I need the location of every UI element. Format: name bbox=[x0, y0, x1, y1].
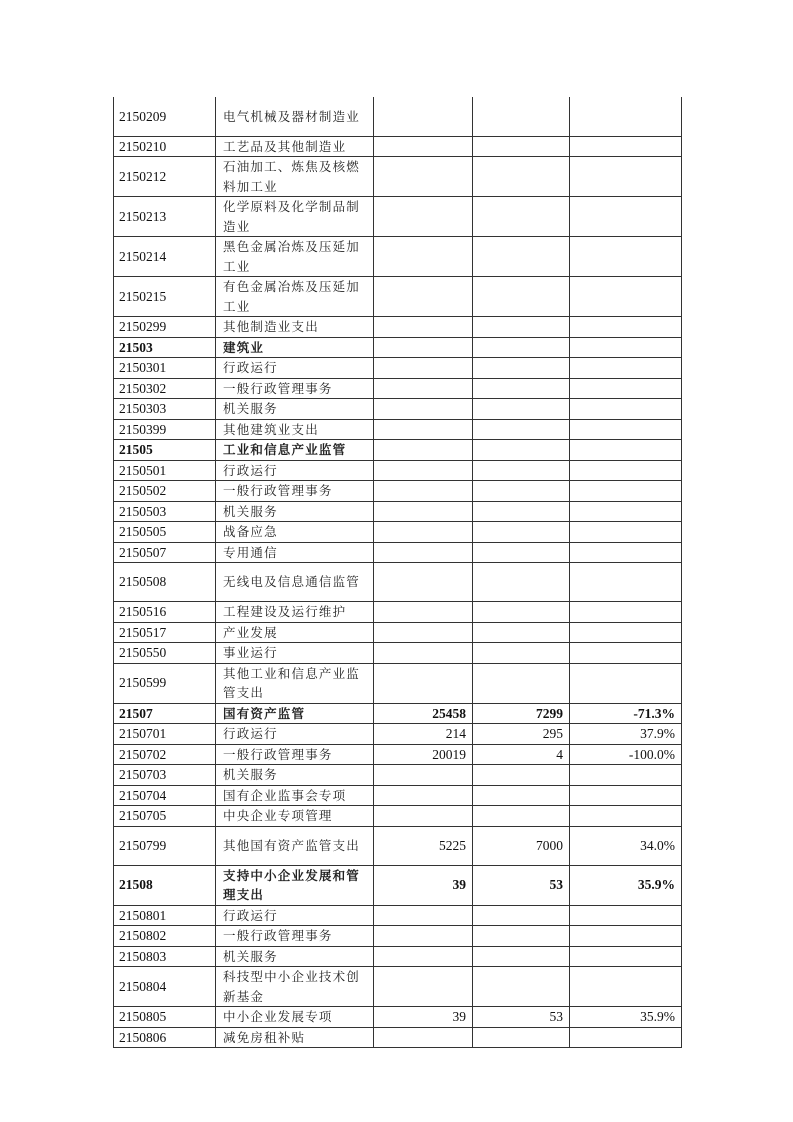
account-code-cell: 2150804 bbox=[114, 967, 216, 1007]
current-year-amount-cell bbox=[473, 663, 570, 703]
previous-year-amount-cell bbox=[374, 1027, 473, 1048]
previous-year-amount-cell bbox=[374, 563, 473, 602]
account-code-cell: 21507 bbox=[114, 703, 216, 724]
previous-year-amount-cell bbox=[374, 378, 473, 399]
account-code-cell: 2150301 bbox=[114, 358, 216, 379]
account-code-cell: 2150214 bbox=[114, 237, 216, 277]
change-percent-cell bbox=[570, 563, 682, 602]
current-year-amount-cell bbox=[473, 563, 570, 602]
account-code-cell: 2150802 bbox=[114, 926, 216, 947]
current-year-amount-cell bbox=[473, 946, 570, 967]
account-code-cell: 2150210 bbox=[114, 136, 216, 157]
account-name-cell: 减免房租补贴 bbox=[216, 1027, 374, 1048]
account-name-cell: 机关服务 bbox=[216, 399, 374, 420]
change-percent-cell bbox=[570, 97, 682, 136]
table-row bbox=[114, 542, 682, 563]
current-year-amount-cell bbox=[473, 157, 570, 197]
previous-year-amount-cell bbox=[374, 967, 473, 1007]
previous-year-amount-cell bbox=[374, 542, 473, 563]
change-percent-cell: 37.9% bbox=[570, 724, 682, 745]
account-name-cell: 其他制造业支出 bbox=[216, 317, 374, 338]
previous-year-amount-cell bbox=[374, 237, 473, 277]
previous-year-amount-cell: 5225 bbox=[374, 826, 473, 865]
account-name-cell: 行政运行 bbox=[216, 724, 374, 745]
current-year-amount-cell bbox=[473, 358, 570, 379]
table-row bbox=[114, 946, 682, 967]
previous-year-amount-cell bbox=[374, 399, 473, 420]
account-name-cell: 石油加工、炼焦及核燃料加工业 bbox=[216, 157, 374, 197]
table-row bbox=[114, 460, 682, 481]
account-code-cell: 2150704 bbox=[114, 785, 216, 806]
account-code-cell: 2150503 bbox=[114, 501, 216, 522]
account-name-cell: 工业和信息产业监管 bbox=[216, 440, 374, 461]
previous-year-amount-cell bbox=[374, 501, 473, 522]
account-name-cell: 其他工业和信息产业监管支出 bbox=[216, 663, 374, 703]
previous-year-amount-cell bbox=[374, 622, 473, 643]
category-row bbox=[114, 440, 682, 461]
change-percent-cell bbox=[570, 440, 682, 461]
current-year-amount-cell: 7299 bbox=[473, 703, 570, 724]
previous-year-amount-cell bbox=[374, 136, 473, 157]
table-row bbox=[114, 501, 682, 522]
account-name-cell: 战备应急 bbox=[216, 522, 374, 543]
change-percent-cell: -100.0% bbox=[570, 744, 682, 765]
change-percent-cell bbox=[570, 317, 682, 338]
table-row bbox=[114, 317, 682, 338]
previous-year-amount-cell bbox=[374, 905, 473, 926]
table-row bbox=[114, 563, 682, 602]
account-name-cell: 机关服务 bbox=[216, 501, 374, 522]
current-year-amount-cell bbox=[473, 806, 570, 827]
table-row bbox=[114, 926, 682, 947]
current-year-amount-cell bbox=[473, 622, 570, 643]
change-percent-cell bbox=[570, 765, 682, 786]
previous-year-amount-cell bbox=[374, 946, 473, 967]
table-row bbox=[114, 237, 682, 277]
previous-year-amount-cell bbox=[374, 806, 473, 827]
account-code-cell: 2150705 bbox=[114, 806, 216, 827]
table-row bbox=[114, 765, 682, 786]
change-percent-cell bbox=[570, 643, 682, 664]
current-year-amount-cell bbox=[473, 905, 570, 926]
table-row bbox=[114, 602, 682, 623]
account-name-cell: 建筑业 bbox=[216, 337, 374, 358]
table-row bbox=[114, 481, 682, 502]
account-name-cell: 一般行政管理事务 bbox=[216, 378, 374, 399]
account-code-cell: 2150507 bbox=[114, 542, 216, 563]
previous-year-amount-cell: 214 bbox=[374, 724, 473, 745]
previous-year-amount-cell bbox=[374, 765, 473, 786]
change-percent-cell bbox=[570, 157, 682, 197]
previous-year-amount-cell: 39 bbox=[374, 865, 473, 905]
table-row bbox=[114, 522, 682, 543]
change-percent-cell bbox=[570, 136, 682, 157]
account-code-cell: 2150517 bbox=[114, 622, 216, 643]
change-percent-cell bbox=[570, 542, 682, 563]
previous-year-amount-cell: 39 bbox=[374, 1007, 473, 1028]
table-row bbox=[114, 724, 682, 745]
current-year-amount-cell bbox=[473, 136, 570, 157]
current-year-amount-cell bbox=[473, 542, 570, 563]
table-row bbox=[114, 157, 682, 197]
table-body bbox=[114, 97, 682, 1048]
account-code-cell: 21508 bbox=[114, 865, 216, 905]
table-row bbox=[114, 1027, 682, 1048]
previous-year-amount-cell bbox=[374, 337, 473, 358]
current-year-amount-cell: 4 bbox=[473, 744, 570, 765]
account-code-cell: 2150215 bbox=[114, 277, 216, 317]
previous-year-amount-cell bbox=[374, 785, 473, 806]
account-name-cell: 其他国有资产监管支出 bbox=[216, 826, 374, 865]
account-code-cell: 2150799 bbox=[114, 826, 216, 865]
account-name-cell: 化学原料及化学制品制造业 bbox=[216, 197, 374, 237]
previous-year-amount-cell bbox=[374, 522, 473, 543]
account-name-cell: 工程建设及运行维护 bbox=[216, 602, 374, 623]
change-percent-cell bbox=[570, 378, 682, 399]
change-percent-cell bbox=[570, 602, 682, 623]
account-name-cell: 一般行政管理事务 bbox=[216, 744, 374, 765]
previous-year-amount-cell bbox=[374, 440, 473, 461]
account-name-cell: 中央企业专项管理 bbox=[216, 806, 374, 827]
current-year-amount-cell bbox=[473, 765, 570, 786]
table-row bbox=[114, 905, 682, 926]
account-name-cell: 行政运行 bbox=[216, 905, 374, 926]
account-code-cell: 2150505 bbox=[114, 522, 216, 543]
previous-year-amount-cell bbox=[374, 643, 473, 664]
account-code-cell: 2150806 bbox=[114, 1027, 216, 1048]
current-year-amount-cell: 53 bbox=[473, 865, 570, 905]
table-row bbox=[114, 399, 682, 420]
account-name-cell: 黑色金属冶炼及压延加工业 bbox=[216, 237, 374, 277]
change-percent-cell: -71.3% bbox=[570, 703, 682, 724]
current-year-amount-cell bbox=[473, 317, 570, 338]
account-code-cell: 2150209 bbox=[114, 97, 216, 136]
previous-year-amount-cell bbox=[374, 481, 473, 502]
current-year-amount-cell bbox=[473, 785, 570, 806]
account-name-cell: 行政运行 bbox=[216, 460, 374, 481]
table-row bbox=[114, 785, 682, 806]
change-percent-cell bbox=[570, 967, 682, 1007]
account-code-cell: 2150213 bbox=[114, 197, 216, 237]
change-percent-cell bbox=[570, 501, 682, 522]
table-row bbox=[114, 1007, 682, 1028]
table-row bbox=[114, 358, 682, 379]
account-code-cell: 2150550 bbox=[114, 643, 216, 664]
table-row bbox=[114, 277, 682, 317]
current-year-amount-cell bbox=[473, 602, 570, 623]
current-year-amount-cell bbox=[473, 460, 570, 481]
current-year-amount-cell bbox=[473, 481, 570, 502]
previous-year-amount-cell bbox=[374, 277, 473, 317]
account-name-cell: 有色金属冶炼及压延加工业 bbox=[216, 277, 374, 317]
account-name-cell: 国有企业监事会专项 bbox=[216, 785, 374, 806]
account-code-cell: 2150599 bbox=[114, 663, 216, 703]
current-year-amount-cell bbox=[473, 419, 570, 440]
account-code-cell: 21503 bbox=[114, 337, 216, 358]
change-percent-cell bbox=[570, 806, 682, 827]
account-name-cell: 机关服务 bbox=[216, 946, 374, 967]
previous-year-amount-cell bbox=[374, 197, 473, 237]
account-code-cell: 2150703 bbox=[114, 765, 216, 786]
account-code-cell: 2150399 bbox=[114, 419, 216, 440]
account-name-cell: 支持中小企业发展和管理支出 bbox=[216, 865, 374, 905]
account-code-cell: 2150701 bbox=[114, 724, 216, 745]
account-code-cell: 2150516 bbox=[114, 602, 216, 623]
current-year-amount-cell bbox=[473, 440, 570, 461]
current-year-amount-cell bbox=[473, 197, 570, 237]
account-code-cell: 2150508 bbox=[114, 563, 216, 602]
change-percent-cell bbox=[570, 622, 682, 643]
account-code-cell: 2150801 bbox=[114, 905, 216, 926]
current-year-amount-cell bbox=[473, 501, 570, 522]
change-percent-cell bbox=[570, 785, 682, 806]
previous-year-amount-cell bbox=[374, 926, 473, 947]
account-name-cell: 一般行政管理事务 bbox=[216, 926, 374, 947]
account-code-cell: 2150299 bbox=[114, 317, 216, 338]
table-row bbox=[114, 97, 682, 136]
table-row bbox=[114, 197, 682, 237]
table-row bbox=[114, 419, 682, 440]
table-row bbox=[114, 663, 682, 703]
change-percent-cell bbox=[570, 197, 682, 237]
account-code-cell: 21505 bbox=[114, 440, 216, 461]
account-name-cell: 其他建筑业支出 bbox=[216, 419, 374, 440]
table-row bbox=[114, 622, 682, 643]
change-percent-cell bbox=[570, 1027, 682, 1048]
previous-year-amount-cell bbox=[374, 419, 473, 440]
previous-year-amount-cell bbox=[374, 358, 473, 379]
previous-year-amount-cell bbox=[374, 97, 473, 136]
account-code-cell: 2150302 bbox=[114, 378, 216, 399]
change-percent-cell: 35.9% bbox=[570, 865, 682, 905]
account-name-cell: 工艺品及其他制造业 bbox=[216, 136, 374, 157]
change-percent-cell bbox=[570, 399, 682, 420]
account-code-cell: 2150502 bbox=[114, 481, 216, 502]
account-name-cell: 一般行政管理事务 bbox=[216, 481, 374, 502]
account-name-cell: 中小企业发展专项 bbox=[216, 1007, 374, 1028]
change-percent-cell bbox=[570, 663, 682, 703]
current-year-amount-cell bbox=[473, 1027, 570, 1048]
account-code-cell: 2150702 bbox=[114, 744, 216, 765]
account-name-cell: 国有资产监管 bbox=[216, 703, 374, 724]
change-percent-cell bbox=[570, 277, 682, 317]
current-year-amount-cell bbox=[473, 97, 570, 136]
account-name-cell: 产业发展 bbox=[216, 622, 374, 643]
change-percent-cell bbox=[570, 419, 682, 440]
change-percent-cell bbox=[570, 946, 682, 967]
account-name-cell: 行政运行 bbox=[216, 358, 374, 379]
current-year-amount-cell bbox=[473, 378, 570, 399]
table-row bbox=[114, 378, 682, 399]
previous-year-amount-cell bbox=[374, 663, 473, 703]
change-percent-cell: 35.9% bbox=[570, 1007, 682, 1028]
budget-expenditure-table bbox=[113, 97, 682, 1048]
previous-year-amount-cell: 25458 bbox=[374, 703, 473, 724]
previous-year-amount-cell bbox=[374, 460, 473, 481]
current-year-amount-cell bbox=[473, 522, 570, 543]
account-code-cell: 2150303 bbox=[114, 399, 216, 420]
current-year-amount-cell: 53 bbox=[473, 1007, 570, 1028]
change-percent-cell: 34.0% bbox=[570, 826, 682, 865]
category-row bbox=[114, 703, 682, 724]
account-name-cell: 科技型中小企业技术创新基金 bbox=[216, 967, 374, 1007]
current-year-amount-cell bbox=[473, 643, 570, 664]
current-year-amount-cell bbox=[473, 237, 570, 277]
account-code-cell: 2150501 bbox=[114, 460, 216, 481]
current-year-amount-cell: 295 bbox=[473, 724, 570, 745]
account-code-cell: 2150212 bbox=[114, 157, 216, 197]
account-name-cell: 事业运行 bbox=[216, 643, 374, 664]
table-row bbox=[114, 136, 682, 157]
account-name-cell: 无线电及信息通信监管 bbox=[216, 563, 374, 602]
table-row bbox=[114, 744, 682, 765]
change-percent-cell bbox=[570, 460, 682, 481]
table-row bbox=[114, 967, 682, 1007]
account-code-cell: 2150805 bbox=[114, 1007, 216, 1028]
account-name-cell: 专用通信 bbox=[216, 542, 374, 563]
current-year-amount-cell bbox=[473, 277, 570, 317]
category-row bbox=[114, 337, 682, 358]
change-percent-cell bbox=[570, 522, 682, 543]
current-year-amount-cell bbox=[473, 337, 570, 358]
category-row bbox=[114, 865, 682, 905]
current-year-amount-cell bbox=[473, 967, 570, 1007]
current-year-amount-cell: 7000 bbox=[473, 826, 570, 865]
current-year-amount-cell bbox=[473, 399, 570, 420]
change-percent-cell bbox=[570, 905, 682, 926]
account-name-cell: 机关服务 bbox=[216, 765, 374, 786]
previous-year-amount-cell bbox=[374, 157, 473, 197]
previous-year-amount-cell: 20019 bbox=[374, 744, 473, 765]
change-percent-cell bbox=[570, 337, 682, 358]
account-name-cell: 电气机械及器材制造业 bbox=[216, 97, 374, 136]
table-row bbox=[114, 643, 682, 664]
table-row bbox=[114, 826, 682, 865]
table-row bbox=[114, 806, 682, 827]
change-percent-cell bbox=[570, 481, 682, 502]
change-percent-cell bbox=[570, 926, 682, 947]
previous-year-amount-cell bbox=[374, 602, 473, 623]
change-percent-cell bbox=[570, 358, 682, 379]
previous-year-amount-cell bbox=[374, 317, 473, 338]
change-percent-cell bbox=[570, 237, 682, 277]
account-code-cell: 2150803 bbox=[114, 946, 216, 967]
current-year-amount-cell bbox=[473, 926, 570, 947]
